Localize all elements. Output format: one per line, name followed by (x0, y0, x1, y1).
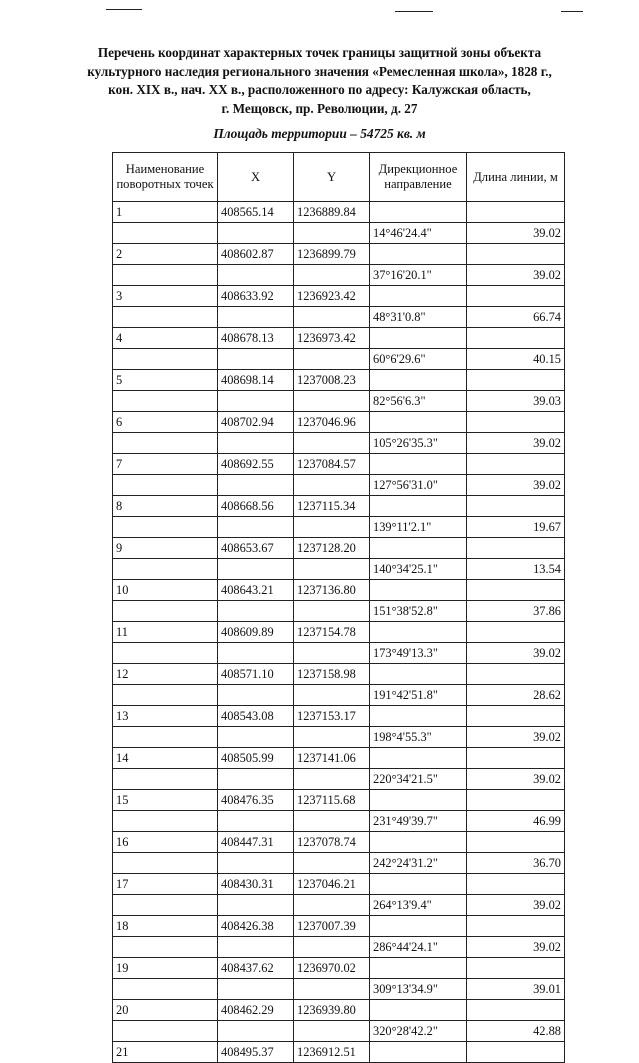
y-cell (294, 601, 370, 622)
y-cell (294, 349, 370, 370)
length-cell (467, 454, 565, 475)
point-name-cell (113, 769, 218, 790)
y-cell: 1237046.96 (294, 412, 370, 433)
direction-cell (370, 706, 467, 727)
length-cell (467, 664, 565, 685)
table-row (113, 328, 565, 349)
point-name-cell (113, 1021, 218, 1042)
y-cell (294, 223, 370, 244)
point-name-cell: 6 (113, 412, 218, 433)
direction-cell: 191°42'51.8" (370, 685, 467, 706)
y-cell: 1237158.98 (294, 664, 370, 685)
table-row (113, 454, 565, 475)
direction-cell: 60°6'29.6" (370, 349, 467, 370)
y-cell: 1236970.02 (294, 958, 370, 979)
y-cell (294, 1021, 370, 1042)
x-cell (218, 349, 294, 370)
table-row (113, 664, 565, 685)
y-cell (294, 643, 370, 664)
length-cell: 39.02 (467, 475, 565, 496)
length-cell: 39.03 (467, 391, 565, 412)
length-cell (467, 1042, 565, 1063)
x-cell: 408495.37 (218, 1042, 294, 1063)
table-row (113, 727, 565, 748)
y-cell (294, 433, 370, 454)
x-cell (218, 685, 294, 706)
length-cell: 39.01 (467, 979, 565, 1000)
table-row (113, 895, 565, 916)
x-cell: 408633.92 (218, 286, 294, 307)
x-cell: 408692.55 (218, 454, 294, 475)
direction-cell: 173°49'13.3" (370, 643, 467, 664)
direction-cell (370, 538, 467, 559)
point-name-cell: 20 (113, 1000, 218, 1021)
table-row (113, 517, 565, 538)
y-cell: 1237115.34 (294, 496, 370, 517)
direction-cell (370, 664, 467, 685)
length-cell (467, 328, 565, 349)
header-direction: Дирекционное направление (370, 153, 467, 202)
x-cell (218, 1021, 294, 1042)
length-cell: 40.15 (467, 349, 565, 370)
length-cell: 39.02 (467, 433, 565, 454)
direction-cell (370, 958, 467, 979)
table-row (113, 937, 565, 958)
point-name-cell: 11 (113, 622, 218, 643)
length-cell: 46.99 (467, 811, 565, 832)
direction-cell (370, 370, 467, 391)
y-cell (294, 769, 370, 790)
x-cell: 408653.67 (218, 538, 294, 559)
direction-cell (370, 874, 467, 895)
table-body (113, 202, 565, 1063)
direction-cell: 14°46'24.4" (370, 223, 467, 244)
x-cell (218, 391, 294, 412)
point-name-cell (113, 517, 218, 538)
heading-line: Перечень координат характерных точек границы защитной зоны объекта (97, 45, 542, 60)
point-name-cell (113, 685, 218, 706)
table-row (113, 538, 565, 559)
table-row (113, 685, 565, 706)
direction-cell (370, 286, 467, 307)
direction-cell: 242°24'31.2" (370, 853, 467, 874)
y-cell: 1237153.17 (294, 706, 370, 727)
table-row (113, 958, 565, 979)
direction-cell (370, 916, 467, 937)
table-row (113, 475, 565, 496)
y-cell: 1237046.21 (294, 874, 370, 895)
heading-line: кон. XIX в., нач. XX в., расположенного по адресу: Калужская область, (108, 82, 531, 98)
direction-cell (370, 832, 467, 853)
point-name-cell: 4 (113, 328, 218, 349)
point-name-cell: 14 (113, 748, 218, 769)
point-name-cell (113, 853, 218, 874)
table-header-row (113, 153, 565, 202)
y-cell (294, 937, 370, 958)
header-length: Длина линии, м (467, 153, 565, 202)
x-cell: 408437.62 (218, 958, 294, 979)
point-name-cell: 1 (113, 202, 218, 223)
y-cell (294, 853, 370, 874)
point-name-cell (113, 349, 218, 370)
length-cell: 39.02 (467, 265, 565, 286)
length-cell (467, 286, 565, 307)
direction-cell (370, 202, 467, 223)
x-cell (218, 895, 294, 916)
y-cell: 1237141.06 (294, 748, 370, 769)
table-row (113, 265, 565, 286)
table-row (113, 580, 565, 601)
scan-artifact-line-center (395, 11, 433, 12)
length-cell (467, 244, 565, 265)
x-cell: 408702.94 (218, 412, 294, 433)
direction-cell: 82°56'6.3" (370, 391, 467, 412)
length-cell (467, 748, 565, 769)
direction-cell (370, 1042, 467, 1063)
x-cell: 408505.99 (218, 748, 294, 769)
length-cell: 39.02 (467, 937, 565, 958)
y-cell: 1236899.79 (294, 244, 370, 265)
y-cell: 1237115.68 (294, 790, 370, 811)
table-row (113, 559, 565, 580)
length-cell (467, 706, 565, 727)
point-name-cell (113, 265, 218, 286)
point-name-cell: 13 (113, 706, 218, 727)
length-cell (467, 496, 565, 517)
point-name-cell: 21 (113, 1042, 218, 1063)
x-cell: 408602.87 (218, 244, 294, 265)
table-row (113, 1021, 565, 1042)
direction-cell (370, 496, 467, 517)
length-cell (467, 370, 565, 391)
direction-cell: 140°34'25.1" (370, 559, 467, 580)
table-row (113, 622, 565, 643)
length-cell: 36.70 (467, 853, 565, 874)
y-cell: 1236889.84 (294, 202, 370, 223)
y-cell: 1236939.80 (294, 1000, 370, 1021)
direction-cell: 127°56'31.0" (370, 475, 467, 496)
table-row (113, 769, 565, 790)
length-cell: 42.88 (467, 1021, 565, 1042)
x-cell: 408678.13 (218, 328, 294, 349)
length-cell: 39.02 (467, 727, 565, 748)
x-cell (218, 601, 294, 622)
direction-cell: 37°16'20.1" (370, 265, 467, 286)
point-name-cell (113, 475, 218, 496)
table-row (113, 874, 565, 895)
table-row (113, 601, 565, 622)
y-cell: 1237136.80 (294, 580, 370, 601)
table-row (113, 307, 565, 328)
length-cell: 39.02 (467, 643, 565, 664)
point-name-cell (113, 811, 218, 832)
y-cell (294, 727, 370, 748)
direction-cell: 309°13'34.9" (370, 979, 467, 1000)
direction-cell: 151°38'52.8" (370, 601, 467, 622)
y-cell (294, 391, 370, 412)
length-cell: 37.86 (467, 601, 565, 622)
y-cell: 1236923.42 (294, 286, 370, 307)
point-name-cell: 5 (113, 370, 218, 391)
direction-cell: 220°34'21.5" (370, 769, 467, 790)
direction-cell (370, 1000, 467, 1021)
area-statement: Площадь территории – 54725 кв. м (213, 126, 426, 141)
direction-cell (370, 328, 467, 349)
table-row (113, 412, 565, 433)
direction-cell (370, 454, 467, 475)
direction-cell (370, 412, 467, 433)
y-cell: 1237154.78 (294, 622, 370, 643)
y-cell: 1236973.42 (294, 328, 370, 349)
point-name-cell: 7 (113, 454, 218, 475)
length-cell (467, 412, 565, 433)
point-name-cell: 16 (113, 832, 218, 853)
y-cell (294, 559, 370, 580)
table-row (113, 370, 565, 391)
table-row (113, 811, 565, 832)
direction-cell: 105°26'35.3" (370, 433, 467, 454)
table-row (113, 223, 565, 244)
point-name-cell (113, 643, 218, 664)
table-row (113, 286, 565, 307)
coordinates-table (112, 152, 565, 1063)
point-name-cell: 15 (113, 790, 218, 811)
table-row (113, 349, 565, 370)
length-cell (467, 790, 565, 811)
length-cell: 28.62 (467, 685, 565, 706)
x-cell (218, 937, 294, 958)
x-cell: 408698.14 (218, 370, 294, 391)
x-cell: 408609.89 (218, 622, 294, 643)
length-cell (467, 580, 565, 601)
length-cell (467, 832, 565, 853)
length-cell (467, 958, 565, 979)
point-name-cell (113, 937, 218, 958)
length-cell (467, 622, 565, 643)
direction-cell (370, 580, 467, 601)
length-cell: 39.02 (467, 895, 565, 916)
table-row (113, 202, 565, 223)
direction-cell: 48°31'0.8" (370, 307, 467, 328)
length-cell: 39.02 (467, 769, 565, 790)
table-row (113, 916, 565, 937)
y-cell (294, 517, 370, 538)
y-cell: 1236912.51 (294, 1042, 370, 1063)
x-cell (218, 475, 294, 496)
point-name-cell (113, 559, 218, 580)
direction-cell (370, 790, 467, 811)
point-name-cell: 2 (113, 244, 218, 265)
y-cell (294, 979, 370, 1000)
scan-artifact-line-left (106, 9, 142, 10)
point-name-cell (113, 433, 218, 454)
heading-line: г. Мещовск, пр. Революции, д. 27 (221, 100, 418, 116)
table-row (113, 748, 565, 769)
direction-cell (370, 748, 467, 769)
header-point-name: Наименование поворотных точек (113, 153, 218, 202)
point-name-cell: 3 (113, 286, 218, 307)
y-cell: 1237128.20 (294, 538, 370, 559)
x-cell: 408565.14 (218, 202, 294, 223)
length-cell (467, 1000, 565, 1021)
length-cell: 66.74 (467, 307, 565, 328)
document-heading (0, 44, 639, 118)
length-cell (467, 874, 565, 895)
y-cell: 1237008.23 (294, 370, 370, 391)
y-cell (294, 265, 370, 286)
x-cell (218, 769, 294, 790)
point-name-cell: 9 (113, 538, 218, 559)
x-cell: 408447.31 (218, 832, 294, 853)
length-cell (467, 202, 565, 223)
x-cell: 408643.21 (218, 580, 294, 601)
y-cell (294, 895, 370, 916)
x-cell (218, 433, 294, 454)
header-y: Y (294, 153, 370, 202)
x-cell: 408571.10 (218, 664, 294, 685)
length-cell: 19.67 (467, 517, 565, 538)
length-cell: 39.02 (467, 223, 565, 244)
table-row (113, 853, 565, 874)
header-x: X (218, 153, 294, 202)
x-cell: 408668.56 (218, 496, 294, 517)
point-name-cell: 12 (113, 664, 218, 685)
y-cell: 1237084.57 (294, 454, 370, 475)
table-row (113, 979, 565, 1000)
point-name-cell (113, 979, 218, 1000)
y-cell (294, 811, 370, 832)
table-row (113, 1000, 565, 1021)
x-cell (218, 223, 294, 244)
table-row (113, 706, 565, 727)
direction-cell: 264°13'9.4" (370, 895, 467, 916)
length-cell: 13.54 (467, 559, 565, 580)
x-cell (218, 643, 294, 664)
x-cell: 408543.08 (218, 706, 294, 727)
y-cell: 1237007.39 (294, 916, 370, 937)
x-cell (218, 559, 294, 580)
x-cell: 408462.29 (218, 1000, 294, 1021)
y-cell (294, 475, 370, 496)
table-row (113, 643, 565, 664)
x-cell: 408430.31 (218, 874, 294, 895)
y-cell (294, 307, 370, 328)
scan-artifact-line-right (561, 11, 583, 12)
x-cell (218, 811, 294, 832)
direction-cell (370, 244, 467, 265)
x-cell (218, 853, 294, 874)
direction-cell (370, 622, 467, 643)
point-name-cell (113, 895, 218, 916)
y-cell: 1237078.74 (294, 832, 370, 853)
point-name-cell (113, 727, 218, 748)
point-name-cell: 10 (113, 580, 218, 601)
point-name-cell (113, 391, 218, 412)
point-name-cell (113, 307, 218, 328)
direction-cell: 231°49'39.7" (370, 811, 467, 832)
table-row (113, 244, 565, 265)
table-row (113, 496, 565, 517)
point-name-cell (113, 601, 218, 622)
point-name-cell: 8 (113, 496, 218, 517)
x-cell (218, 265, 294, 286)
x-cell (218, 517, 294, 538)
x-cell: 408426.38 (218, 916, 294, 937)
point-name-cell: 18 (113, 916, 218, 937)
table-row (113, 832, 565, 853)
direction-cell: 139°11'2.1" (370, 517, 467, 538)
y-cell (294, 685, 370, 706)
x-cell (218, 979, 294, 1000)
x-cell: 408476.35 (218, 790, 294, 811)
x-cell (218, 727, 294, 748)
x-cell (218, 307, 294, 328)
table-row (113, 1042, 565, 1063)
length-cell (467, 538, 565, 559)
direction-cell: 320°28'42.2" (370, 1021, 467, 1042)
table-row (113, 391, 565, 412)
table-row (113, 433, 565, 454)
direction-cell: 286°44'24.1" (370, 937, 467, 958)
heading-line: культурного наследия регионального значения «Ремесленная школа», 1828 г., (87, 63, 552, 79)
direction-cell: 198°4'55.3" (370, 727, 467, 748)
length-cell (467, 916, 565, 937)
table-row (113, 790, 565, 811)
point-name-cell: 19 (113, 958, 218, 979)
point-name-cell (113, 223, 218, 244)
point-name-cell: 17 (113, 874, 218, 895)
